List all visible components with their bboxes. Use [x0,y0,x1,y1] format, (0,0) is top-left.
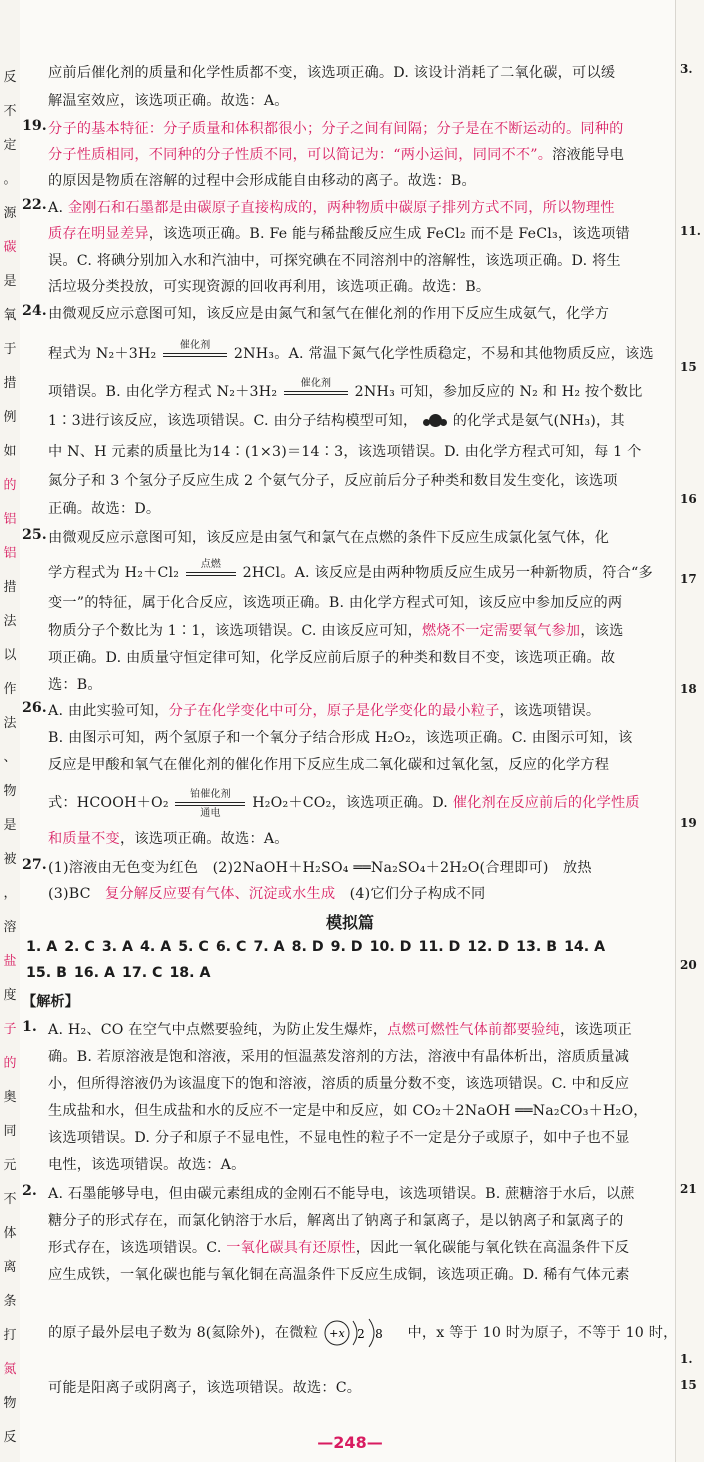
reaction-arrow [184,559,238,583]
text-line [48,378,643,402]
text-line [48,410,625,430]
question-number: 24. [22,303,47,319]
answer-key-row [26,939,605,955]
text-line: 的原因是物质在溶解的过程中会形成能自由移动的离子。故选：B。 [48,173,476,189]
margin-char: 、 [3,750,17,765]
text-span: 1∶3进行该反应，该选项错误。C. 由分子结构模型可知， [48,413,418,429]
text-line: 确。B. 若原溶液是饱和溶液，采用的恒温蒸发溶剂的方法，溶液中有晶体析出，溶质质量减 [48,1049,630,1065]
text-line: B. 由图示可知，两个氢原子和一个氧分子结合形成 H₂O₂，该选项正确。C. 由图示可知，该 [48,730,633,746]
text-line [48,1237,629,1257]
margin-char: 物 [3,1396,17,1411]
answer-key-item: 12. D [467,939,510,955]
text-span: 溶液能导电 [552,147,625,163]
margin-char: 物 [3,784,17,799]
margin-question-number: 17 [680,572,697,586]
margin-char: 溶 [3,920,17,935]
margin-char: 是 [3,274,17,289]
margin-question-number: 21 [680,1182,697,1196]
margin-char: 子 [3,1022,17,1037]
answer-key-item: 5. C [178,939,209,955]
text-line: 项正确。D. 由质量守恒定律可知，化学反应前后原子的种类和数目不变，该选项正确。故 [48,650,616,666]
text-line [48,700,600,720]
text-span: ，该选项正 [559,1022,632,1038]
text-span: 的化学式是氨气(NH₃)，其 [452,413,625,429]
margin-question-number: 20 [680,958,697,972]
answer-key-item: 8. D [291,939,324,955]
text-line: 可能是阳离子或阴离子，该选项错误。故选：C。 [48,1380,362,1396]
margin-char: 。 [3,172,17,187]
text-span: 2HCl。A. 该反应是由两种物质反应生成另一种新物质，符合“多 [242,565,653,581]
atom-nucleus-label: +x [328,1327,345,1340]
highlight-text: 分子在化学变化中可分，原子是化学变化的最小粒子 [168,703,500,719]
page-content [22,0,678,1462]
margin-char: 定 [3,138,17,153]
section-title: 模拟篇 [325,913,374,932]
text-span: H₂O₂＋CO₂，该选项正确。D. [252,795,453,811]
answer-key-item: 4. A [140,939,172,955]
answer-key-item: 1. A [26,939,58,955]
answer-key-item: 11. D [418,939,461,955]
text-span: 的原子最外层电子数为 8(氦除外)，在微粒 [48,1325,318,1341]
highlight-text: 金刚石和石墨都是由碳原子直接构成的，两种物质中碳原子排列方式不同，所以物理性 [67,200,615,216]
text-line: 活垃圾分类投放，可实现资源的回收再利用，该选项正确。故选：B。 [48,279,491,295]
answer-key-item: 16. A [73,965,115,981]
highlight-text: 分子的基本特征：分子质量和体积都很小；分子之间有间隔；分子是在不断运动的。同种的 [48,121,624,137]
margin-char: 铝 [3,546,17,561]
atom-structure-diagram [323,1316,403,1350]
answer-key-item: 14. A [564,939,606,955]
highlight-text: 一氧化碳具有还原性 [226,1240,356,1256]
margin-question-number: 19 [680,816,697,830]
text-span: ，该选项错误。 [499,703,601,719]
text-line: 小，但所得溶液仍为该温度下的饱和溶液，溶质的质量分数不变，该选项错误。C. 中和反应 [48,1076,630,1092]
margin-question-number: 11. [680,224,701,238]
margin-char: 的 [3,478,17,493]
answer-key-item: 15. B [26,965,67,981]
margin-char: 不 [3,1192,17,1207]
margin-char: 奥 [3,1090,17,1105]
question-number: 27. [22,857,47,873]
text-span: 程式为 N₂＋3H₂ [48,346,157,362]
question-number: 19. [22,118,47,134]
answer-key-item: 17. C [121,965,163,981]
text-line: 选：B。 [48,677,102,693]
margin-char: 反 [3,1430,17,1445]
arrow-condition: 铂催化剂 [190,789,231,800]
text-span: A. H₂、CO 在空气中点燃要验纯，为防止发生爆炸， [48,1022,388,1038]
margin-char: 如 [3,444,17,459]
margin-char: 是 [3,818,17,833]
text-line [48,828,289,848]
text-line: 该选项错误。D. 分子和原子不显电性，不显电性的粒子不一定是分子或原子，如中子也不显 [48,1130,630,1146]
margin-char: 源 [3,206,17,221]
text-line: 糖分子的形式存在，而氯化钠溶于水后，解离出了钠离子和氯离子，是以钠离子和氯离子的 [48,1213,624,1229]
arrow-condition: 点燃 [200,559,222,570]
question-number: 2. [22,1183,37,1199]
text-span: ，该选项正确。B. Fe 能与稀盐酸反应生成 FeCl₂ 而不是 FeCl₃，该选项错 [148,226,630,242]
text-span: 2NH₃ 可知，参加反应的 N₂ 和 H₂ 按个数比 [354,384,643,400]
text-line: 反应是甲酸和氧气在催化剂的催化作用下反应生成二氧化碳和过氧化氢，反应的化学方程 [48,757,610,773]
margin-char: 以 [3,648,17,663]
margin-char: 氧 [3,308,17,323]
text-span: A. [48,200,68,216]
text-span: 中，x 等于 10 时为原子，不等于 10 时， [407,1325,678,1341]
margin-question-number: 15 [680,1378,697,1392]
answer-key-item: 3. A [101,939,133,955]
highlight-text: 燃烧不一定需要氧气参加 [422,623,581,639]
answer-key-item: 18. A [169,965,211,981]
margin-question-number: 1. [680,1352,693,1366]
text-line: (1)溶液由无色变为红色 (2)2NaOH＋H₂SO₄ ══Na₂SO₄＋2H₂O(合理即可) 放热 [48,860,592,876]
text-line: 变一”的特征，属于化合反应，该选项正确。B. 由化学方程式可知，该反应中参加反应的两 [48,595,623,611]
margin-char: 同 [3,1124,17,1139]
text-line [48,223,630,243]
margin-char: 打 [3,1328,17,1343]
text-line: 正确。故选：D。 [48,501,161,517]
arrow-condition: 通电 [200,808,221,819]
text-line [48,197,615,217]
text-line: 中 N、H 元素的质量比为14∶(1×3)＝14∶3，该选项错误。D. 由化学方程式可知，每 1 个 [48,444,642,460]
electron-count-shell1: 2 [356,1327,365,1341]
answer-key-item: 6. C [215,939,247,955]
answer-key-item: 9. D [330,939,363,955]
text-line [48,789,640,819]
text-span: 式：HCOOH＋O₂ [48,795,169,811]
margin-char: 条 [3,1294,17,1309]
text-line: 生成盐和水，但生成盐和水的反应不一定是中和反应，如 CO₂＋2NaOH ══Na₂CO₃＋H₂O， [48,1103,648,1119]
margin-char: 离 [3,1260,17,1275]
reaction-arrow [282,378,350,402]
margin-char: 元 [3,1158,17,1173]
margin-char: 铝 [3,512,17,527]
margin-char: 反 [3,70,17,85]
reaction-arrow [173,789,247,819]
answer-key-item: 2. C [64,939,95,955]
highlight-text: 分子性质相同，不同种的分子性质不同，可以简记为：“两小运间，同同不不”。 [48,147,553,163]
text-line [48,1019,632,1039]
margin-char: ， [3,886,17,901]
text-line: 由微观反应示意图可知，该反应是由氢气和氯气在点燃的条件下反应生成氯化氢气体，化 [48,530,610,546]
text-line [48,340,654,364]
highlight-text: 质存在明显差异 [48,226,149,242]
text-line: A. 石墨能够导电，但由碳元素组成的金刚石不能导电，该选项错误。B. 蔗糖溶于水后，以蔗 [48,1186,635,1202]
margin-question-number: 15 [680,360,697,374]
text-line [48,559,653,583]
reaction-arrow [161,340,229,364]
highlight-text: 催化剂在反应前后的化学性质 [452,795,640,811]
margin-question-number: 16 [680,492,697,506]
text-span: ，该选项正确。故选：A。 [119,831,289,847]
margin-char: 法 [3,716,17,731]
margin-char: 碳 [3,240,17,255]
analysis-label: 【解析】 [22,994,79,1010]
text-span: 物质分子个数比为 1∶1，该选项错误。C. 由该反应可知， [48,623,423,639]
text-line: 氮分子和 3 个氢分子反应生成 2 个氨气分子，反应前后分子种类和数目发生变化，该选项 [48,473,618,489]
text-span: 2NH₃。A. 常温下氮气化学性质稳定，不易和其他物质反应，该选 [233,346,654,362]
margin-question-number: 3. [680,62,693,76]
text-line: 由微观反应示意图可知，该反应是由氮气和氢气在催化剂的作用下反应生成氨气，化学方 [48,306,610,322]
margin-question-number: 18 [680,682,697,696]
text-span: 形式存在，该选项错误。C. [48,1240,227,1256]
margin-char: 作 [3,682,17,697]
margin-char: 法 [3,614,17,629]
left-margin-strip [0,0,20,1462]
margin-char: 的 [3,1056,17,1071]
margin-char: 例 [3,410,17,425]
text-span: ，因此一氧化碳能与氧化铁在高温条件下反 [355,1240,630,1256]
margin-char: 于 [3,342,17,357]
ammonia-molecule-icon [422,413,448,429]
text-span: (3)BC [48,886,106,902]
text-span: A. 由此实验可知， [48,703,169,719]
margin-char: 盐 [3,954,17,969]
text-line [48,1316,678,1350]
text-line: 解温室效应，该选项正确。故选：A。 [48,93,289,109]
text-line [48,144,624,164]
text-line: 应生成铁，一氧化碳也能与氧化铜在高温条件下反应生成铜，该选项正确。D. 稀有气体元素 [48,1267,630,1283]
right-margin-strip [675,0,704,1462]
text-line: 误。C. 将碘分别加入水和汽油中，可探究碘在不同溶剂中的溶解性，该选项正确。D. 将生 [48,253,621,269]
arrow-condition: 催化剂 [179,340,211,351]
margin-char: 被 [3,852,17,867]
text-span: 项错误。B. 由化学方程式 N₂＋3H₂ [48,384,278,400]
question-number: 22. [22,197,47,213]
answer-key-item: 13. B [516,939,558,955]
arrow-condition: 催化剂 [300,378,332,389]
highlight-text: 复分解反应要有气体、沉淀或水生成 [105,886,336,902]
question-number: 26. [22,700,47,716]
answer-key-item: 10. D [369,939,412,955]
text-span: (4)它们分子构成不同 [335,886,486,902]
text-line [48,883,485,903]
highlight-text: 点燃可燃性气体前都要验纯 [387,1022,560,1038]
answer-key-item: 7. A [253,939,285,955]
text-line: 应前后催化剂的质量和化学性质都不变，该选项正确。D. 该设计消耗了二氧化碳，可以缓 [48,65,616,81]
text-span: ，该选 [580,623,624,639]
text-span: 学方程式为 H₂＋Cl₂ [48,565,180,581]
question-number: 1. [22,1019,37,1035]
electron-count-shell2: 8 [374,1327,383,1341]
text-line: 电性，该选项错误。故选：A。 [48,1157,246,1173]
margin-char: 氮 [3,1362,17,1377]
margin-char: 措 [3,376,17,391]
margin-char: 度 [3,988,17,1003]
text-line [48,620,623,640]
highlight-text: 和质量不变 [48,831,120,847]
question-number: 25. [22,527,47,543]
margin-char: 不 [3,104,17,119]
margin-char: 措 [3,580,17,595]
margin-char: 体 [3,1226,17,1241]
answer-key-row [26,965,211,981]
page-number: —248— [317,1433,383,1452]
